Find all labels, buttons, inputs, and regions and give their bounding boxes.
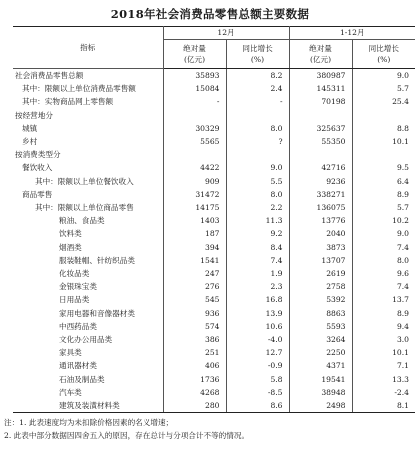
row-label: 其中：限额以上单位商品零售 <box>35 203 134 213</box>
ytd-absolute-header <box>289 40 352 69</box>
table-row <box>13 82 415 95</box>
ytd-growth-cell: 9.0 <box>352 227 415 240</box>
row-label: 服装鞋帽、针纺织品类 <box>59 255 135 265</box>
row-label: 日用品类 <box>59 295 90 305</box>
dec-growth-header <box>226 40 289 69</box>
ytd-absolute-cell: 325637 <box>289 122 352 135</box>
dec-growth-cell: -0.9 <box>226 359 289 372</box>
dec-growth-cell: 2.2 <box>226 201 289 214</box>
table-row <box>13 373 415 386</box>
ytd-growth-cell: 13.7 <box>352 293 415 306</box>
dec-absolute-cell: 1736 <box>163 373 226 386</box>
dec-growth-cell: 2.3 <box>226 280 289 293</box>
dec-absolute-cell <box>163 109 226 122</box>
dec-absolute-cell: 276 <box>163 280 226 293</box>
table-row <box>13 214 415 227</box>
dec-absolute-header <box>163 40 226 69</box>
dec-absolute-cell: 247 <box>163 267 226 280</box>
row-label: 金银珠宝类 <box>59 282 97 292</box>
ytd-growth-cell: 9.4 <box>352 320 415 333</box>
row-label: 化妆品类 <box>59 269 90 279</box>
row-label: 文化办公用品类 <box>59 335 113 345</box>
ytd-growth-cell: 5.7 <box>352 201 415 214</box>
ytd-absolute-cell <box>289 109 352 122</box>
ytd-growth-unit: (%) <box>377 55 391 64</box>
row-label: 其中：限额以上单位消费品零售额 <box>22 84 136 94</box>
row-label: 家具类 <box>59 348 82 358</box>
ytd-growth-cell: 9.6 <box>352 267 415 280</box>
ytd-absolute-cell: 2498 <box>289 399 352 413</box>
dec-absolute-cell: 187 <box>163 227 226 240</box>
dec-absolute-cell: 5565 <box>163 135 226 148</box>
december-group-header: 12月 <box>163 27 289 40</box>
ytd-absolute-cell: 5593 <box>289 320 352 333</box>
table-row <box>13 109 415 122</box>
ytd-absolute-cell: 2250 <box>289 346 352 359</box>
dec-growth-cell: 7.4 <box>226 254 289 267</box>
dec-absolute-cell: 1541 <box>163 254 226 267</box>
dec-absolute-cell <box>163 148 226 161</box>
dec-absolute-label: 绝对量 <box>183 44 206 53</box>
dec-growth-cell: 9.2 <box>226 227 289 240</box>
dec-growth-cell: 5.5 <box>226 175 289 188</box>
row-label: 其中：实物商品网上零售额 <box>22 97 114 107</box>
table-row <box>13 161 415 174</box>
dec-absolute-unit: (亿元) <box>183 55 206 64</box>
ytd-growth-header <box>352 40 415 69</box>
dec-growth-cell: 11.3 <box>226 214 289 227</box>
ytd-absolute-cell: 3873 <box>289 241 352 254</box>
ytd-absolute-cell: 380987 <box>289 69 352 83</box>
dec-absolute-cell: 936 <box>163 307 226 320</box>
ytd-growth-cell <box>352 148 415 161</box>
table-row <box>13 333 415 346</box>
ytd-growth-cell: 7.4 <box>352 280 415 293</box>
row-label: 粮油、食品类 <box>59 216 105 226</box>
dec-growth-label: 同比增长 <box>242 44 273 53</box>
table-row <box>13 280 415 293</box>
dec-absolute-cell: 35893 <box>163 69 226 83</box>
ytd-absolute-cell: 4371 <box>289 359 352 372</box>
dec-growth-cell: 10.6 <box>226 320 289 333</box>
table-row <box>13 386 415 399</box>
table-row <box>13 254 415 267</box>
dec-growth-cell <box>226 109 289 122</box>
table-row <box>13 320 415 333</box>
row-label: 其中：限额以上单位餐饮收入 <box>35 176 134 186</box>
dec-absolute-cell: - <box>163 95 226 108</box>
dec-growth-cell: 8.4 <box>226 241 289 254</box>
dec-growth-cell <box>226 148 289 161</box>
table-row <box>13 148 415 161</box>
ytd-absolute-cell: 13707 <box>289 254 352 267</box>
ytd-growth-cell: -2.4 <box>352 386 415 399</box>
dec-growth-cell: -8.5 <box>226 386 289 399</box>
dec-absolute-cell: 4422 <box>163 161 226 174</box>
dec-absolute-cell: 406 <box>163 359 226 372</box>
dec-growth-cell: 8.0 <box>226 188 289 201</box>
dec-growth-cell: 8.6 <box>226 399 289 413</box>
dec-growth-unit: (%) <box>250 55 265 64</box>
ytd-growth-cell: 10.2 <box>352 214 415 227</box>
ytd-absolute-cell: 42716 <box>289 161 352 174</box>
table-row <box>13 175 415 188</box>
ytd-growth-cell: 25.4 <box>352 95 415 108</box>
table-title: 2018年社会消费品零售总额主要数据 <box>110 7 310 21</box>
table-row <box>13 241 415 254</box>
dec-absolute-cell: 545 <box>163 293 226 306</box>
table-row <box>13 95 415 108</box>
table-row <box>13 293 415 306</box>
footnotes <box>4 416 420 442</box>
ytd-growth-cell: 6.4 <box>352 175 415 188</box>
ytd-growth-cell: 3.0 <box>352 333 415 346</box>
ytd-absolute-cell: 70198 <box>289 95 352 108</box>
ytd-absolute-cell: 5392 <box>289 293 352 306</box>
row-label: 商品零售 <box>22 189 53 199</box>
ytd-absolute-cell: 8863 <box>289 307 352 320</box>
dec-growth-cell: 13.9 <box>226 307 289 320</box>
ytd-growth-cell: 8.8 <box>352 122 415 135</box>
ytd-growth-cell: 13.3 <box>352 373 415 386</box>
dec-growth-cell: ? <box>226 135 289 148</box>
table-row <box>13 399 415 413</box>
row-label: 按经营地分 <box>15 110 53 120</box>
ytd-absolute-cell: 38948 <box>289 386 352 399</box>
row-label: 社会消费品零售总额 <box>15 71 84 80</box>
full-year-group-header: 1-12月 <box>289 27 415 40</box>
footnote-1: 注：1. 此表速度均为未扣除价格因素的名义增速； <box>4 418 174 428</box>
dec-absolute-cell: 30329 <box>163 122 226 135</box>
ytd-growth-cell: 10.1 <box>352 346 415 359</box>
row-label: 石油及制品类 <box>59 374 105 384</box>
dec-growth-cell: 1.9 <box>226 267 289 280</box>
table-row <box>13 188 415 201</box>
row-label: 饮料类 <box>59 229 82 239</box>
dec-absolute-cell: 909 <box>163 175 226 188</box>
dec-growth-cell: 9.0 <box>226 161 289 174</box>
row-label: 烟酒类 <box>59 242 82 252</box>
dec-absolute-cell: 1403 <box>163 214 226 227</box>
ytd-absolute-cell: 2619 <box>289 267 352 280</box>
dec-growth-cell: -4.0 <box>226 333 289 346</box>
dec-growth-cell: 5.8 <box>226 373 289 386</box>
ytd-absolute-cell: 19541 <box>289 373 352 386</box>
table-header <box>13 27 415 69</box>
ytd-growth-label: 同比增长 <box>368 44 399 53</box>
dec-growth-cell: 8.2 <box>226 69 289 83</box>
ytd-absolute-cell: 13776 <box>289 214 352 227</box>
ytd-growth-cell: 8.1 <box>352 399 415 413</box>
dec-absolute-cell: 15084 <box>163 82 226 95</box>
ytd-growth-cell: 8.9 <box>352 188 415 201</box>
dec-absolute-cell: 386 <box>163 333 226 346</box>
dec-absolute-cell: 280 <box>163 399 226 413</box>
ytd-growth-cell: 8.9 <box>352 307 415 320</box>
row-label: 通讯器材类 <box>59 361 97 371</box>
table-row <box>13 69 415 83</box>
ytd-growth-cell <box>352 109 415 122</box>
dec-growth-cell: - <box>226 95 289 108</box>
footnote-2: 2. 此表中部分数据因四舍五入的原因，存在总计与分项合计不等的情况。 <box>4 431 250 441</box>
ytd-growth-cell: 7.4 <box>352 241 415 254</box>
ytd-absolute-cell: 9236 <box>289 175 352 188</box>
ytd-absolute-unit: (亿元) <box>309 55 332 64</box>
row-label: 按消费类型分 <box>15 150 61 160</box>
table-row <box>13 346 415 359</box>
ytd-absolute-cell: 3264 <box>289 333 352 346</box>
indicator-header: 指标 <box>13 27 163 69</box>
row-label: 乡村 <box>22 137 38 147</box>
ytd-absolute-cell: 145311 <box>289 82 352 95</box>
table-row <box>13 135 415 148</box>
ytd-absolute-label: 绝对量 <box>309 44 332 53</box>
table-row <box>13 201 415 214</box>
ytd-growth-cell: 9.0 <box>352 69 415 83</box>
row-label: 家用电器和音像器材类 <box>59 308 135 318</box>
ytd-absolute-cell: 338271 <box>289 188 352 201</box>
ytd-absolute-cell: 2040 <box>289 227 352 240</box>
ytd-absolute-cell <box>289 148 352 161</box>
ytd-growth-cell: 9.5 <box>352 161 415 174</box>
dec-absolute-cell: 4268 <box>163 386 226 399</box>
dec-absolute-cell: 251 <box>163 346 226 359</box>
row-label: 城镇 <box>22 123 38 133</box>
dec-growth-cell: 12.7 <box>226 346 289 359</box>
table-row <box>13 307 415 320</box>
dec-growth-cell: 2.4 <box>226 82 289 95</box>
ytd-growth-cell: 8.0 <box>352 254 415 267</box>
row-label: 汽车类 <box>59 387 82 397</box>
retail-sales-table <box>13 26 415 413</box>
table-row <box>13 267 415 280</box>
ytd-absolute-cell: 55350 <box>289 135 352 148</box>
ytd-absolute-cell: 136075 <box>289 201 352 214</box>
ytd-growth-cell: 10.1 <box>352 135 415 148</box>
table-row <box>13 227 415 240</box>
ytd-growth-cell: 7.1 <box>352 359 415 372</box>
row-label: 餐饮收入 <box>22 163 53 173</box>
row-label: 建筑及装潢材料类 <box>13 399 163 413</box>
dec-absolute-cell: 574 <box>163 320 226 333</box>
table-row <box>13 122 415 135</box>
dec-growth-cell: 8.0 <box>226 122 289 135</box>
dec-absolute-cell: 394 <box>163 241 226 254</box>
table-body <box>13 69 415 413</box>
dec-absolute-cell: 31472 <box>163 188 226 201</box>
dec-absolute-cell: 14175 <box>163 201 226 214</box>
row-label: 中西药品类 <box>59 321 97 331</box>
ytd-growth-cell: 5.7 <box>352 82 415 95</box>
ytd-absolute-cell: 2758 <box>289 280 352 293</box>
dec-growth-cell: 16.8 <box>226 293 289 306</box>
table-row <box>13 359 415 372</box>
